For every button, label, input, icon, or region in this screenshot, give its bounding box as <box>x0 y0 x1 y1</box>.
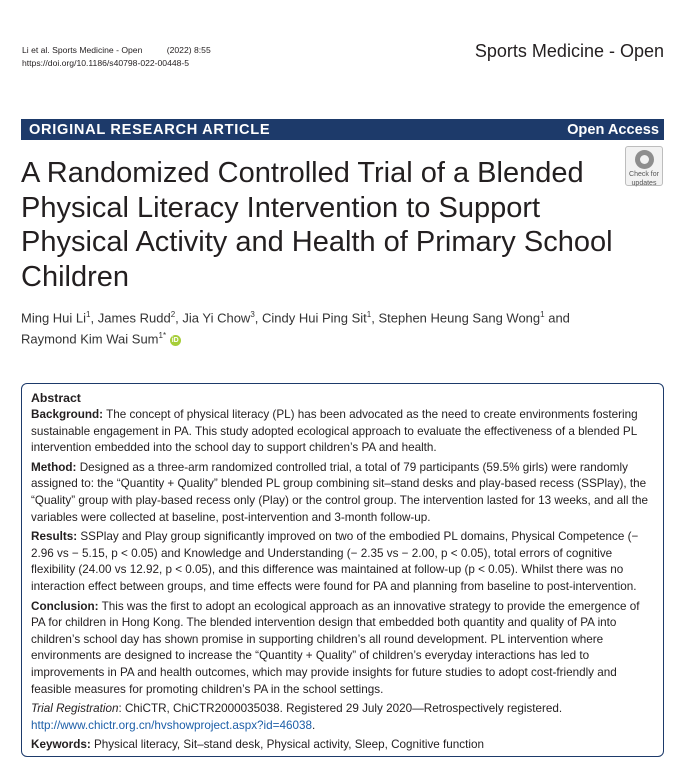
keywords-text: Physical literacy, Sit–stand desk, Physical activity, Sleep, Cognitive function <box>94 738 484 752</box>
abstract-conclusion <box>31 599 653 699</box>
author-name[interactable]: Stephen Heung Sang Wong <box>378 310 541 326</box>
check-for-updates-button[interactable] <box>625 146 663 186</box>
registration-text: : ChiCTR, ChiCTR2000035038. Registered 29 July 2020—Retrospectively registered. <box>118 702 563 716</box>
method-label: Method: <box>31 460 77 474</box>
results-text: SSPlay and Play group significantly improved on two of the embodied PL domains, Physical Competence (− 2.96 vs − 5.15, p < 0.05) and Knowledge and Understanding (− 2.35 vs − 2.00, p < 0.05), total errors of cognitive flexibility (24.00 vs 12.92, p < 0.05), and this difference was maintained at follow-up (p < 0.05). Whilst there was no interaction effect between groups, and time effects were found for PA and planning from baseline to post-intervention. <box>31 530 639 593</box>
check-for-updates-label-1: Check for <box>629 171 659 178</box>
author-affiliation: 2 <box>170 310 176 319</box>
check-for-updates-icon <box>635 150 654 169</box>
conclusion-text: This was the first to adopt an ecological approach as an innovative strategy to provide the emergence of PA for children in Hong Kong. The blended intervention design that embedded both quantity and quality of PA into children’s school day has shown promise in supporting children’s all round development. PL intervention where environments are designed to increase the “Quantity + Quality” of children’s everyday interactions has led to improvements in PA and health outcomes, which may provide insights for future studies to adopt cost-friendly and feasible measures for promoting children’s PA in the school settings. <box>31 599 640 696</box>
author-affiliation: 1* <box>158 331 167 341</box>
orcid-icon[interactable]: iD <box>171 336 179 344</box>
author-name[interactable]: Jia Yi Chow <box>182 310 251 326</box>
abstract-box <box>21 383 664 757</box>
year-volume: (2022) 8:55 <box>166 45 211 55</box>
abstract-background <box>31 407 653 457</box>
author-name[interactable]: James Rudd <box>97 310 171 326</box>
citation-line <box>22 44 211 57</box>
author-affiliation: 1 <box>86 310 91 319</box>
registration-link[interactable]: http://www.chictr.org.cn/hvshowproject.aspx?id=46038 <box>31 718 312 732</box>
results-label: Results: <box>31 530 78 544</box>
background-text: The concept of physical literacy (PL) has been advocated as the need to create environments fostering sustainable engagement in PA. This study adopted ecological approach to evaluate the effectiveness of a blended PL intervention embedded into the school day to support children’s PA and health. <box>31 408 638 455</box>
article-type: ORIGINAL RESEARCH ARTICLE <box>29 121 271 138</box>
abstract-keywords <box>31 737 653 754</box>
abstract-results <box>31 529 653 595</box>
open-access-label: Open Access <box>567 121 659 138</box>
method-text: Designed as a three-arm randomized controlled trial, a total of 79 participants (59.5% girls) were randomly assigned to: the “Quantity + Quality” blended PL group combining sit–stand desks and play-based recess (SSPlay), the “Quality” group with play-based recess only (Play) or the control group. The intervention lasted for 13 weeks, and all the variables were collected at baseline, post-intervention and 3-month follow-up. <box>31 460 648 524</box>
registration-end: . <box>311 718 316 732</box>
background-label: Background: <box>31 408 104 421</box>
conclusion-label: Conclusion: <box>31 599 99 613</box>
check-for-updates-label-2: updates <box>631 180 657 187</box>
author-name[interactable]: Ming Hui Li <box>21 310 87 326</box>
author-name[interactable]: Raymond Kim Wai Sum <box>21 331 159 347</box>
article-banner <box>21 119 664 140</box>
abstract-heading: Abstract <box>31 391 81 405</box>
citation: Li et al. Sports Medicine - Open <box>22 45 143 55</box>
journal-name: Sports Medicine - Open <box>474 41 664 61</box>
article-meta <box>22 44 211 70</box>
abstract-method <box>31 460 653 526</box>
author-list: Ming Hui Li$^1$, James Rudd$^2$, Jia Yi Chow$^3$, Cindy Hui Ping Sit$^1$, Stephen Heung Sang Wong$^1$ and Raymond Kim Wai Sum$^{1*}$ iD <box>21 310 570 347</box>
author-affiliation: 3 <box>250 310 255 319</box>
registration-label: Trial Registration <box>31 702 119 716</box>
trial-registration <box>31 701 653 734</box>
keywords-label: Keywords: <box>31 738 91 752</box>
author-affiliation: 1 <box>366 310 372 319</box>
author-name[interactable]: Cindy Hui Ping Sit <box>262 310 367 326</box>
article-title: A Randomized Controlled Trial of a Blended Physical Literacy Intervention to Support Physical Activity and Health of Primary School Children <box>21 157 613 293</box>
authors-and: and <box>548 310 570 326</box>
doi-link[interactable]: https://doi.org/10.1186/s40798-022-00448-5 <box>22 58 190 68</box>
author-affiliation: 1 <box>540 310 545 319</box>
